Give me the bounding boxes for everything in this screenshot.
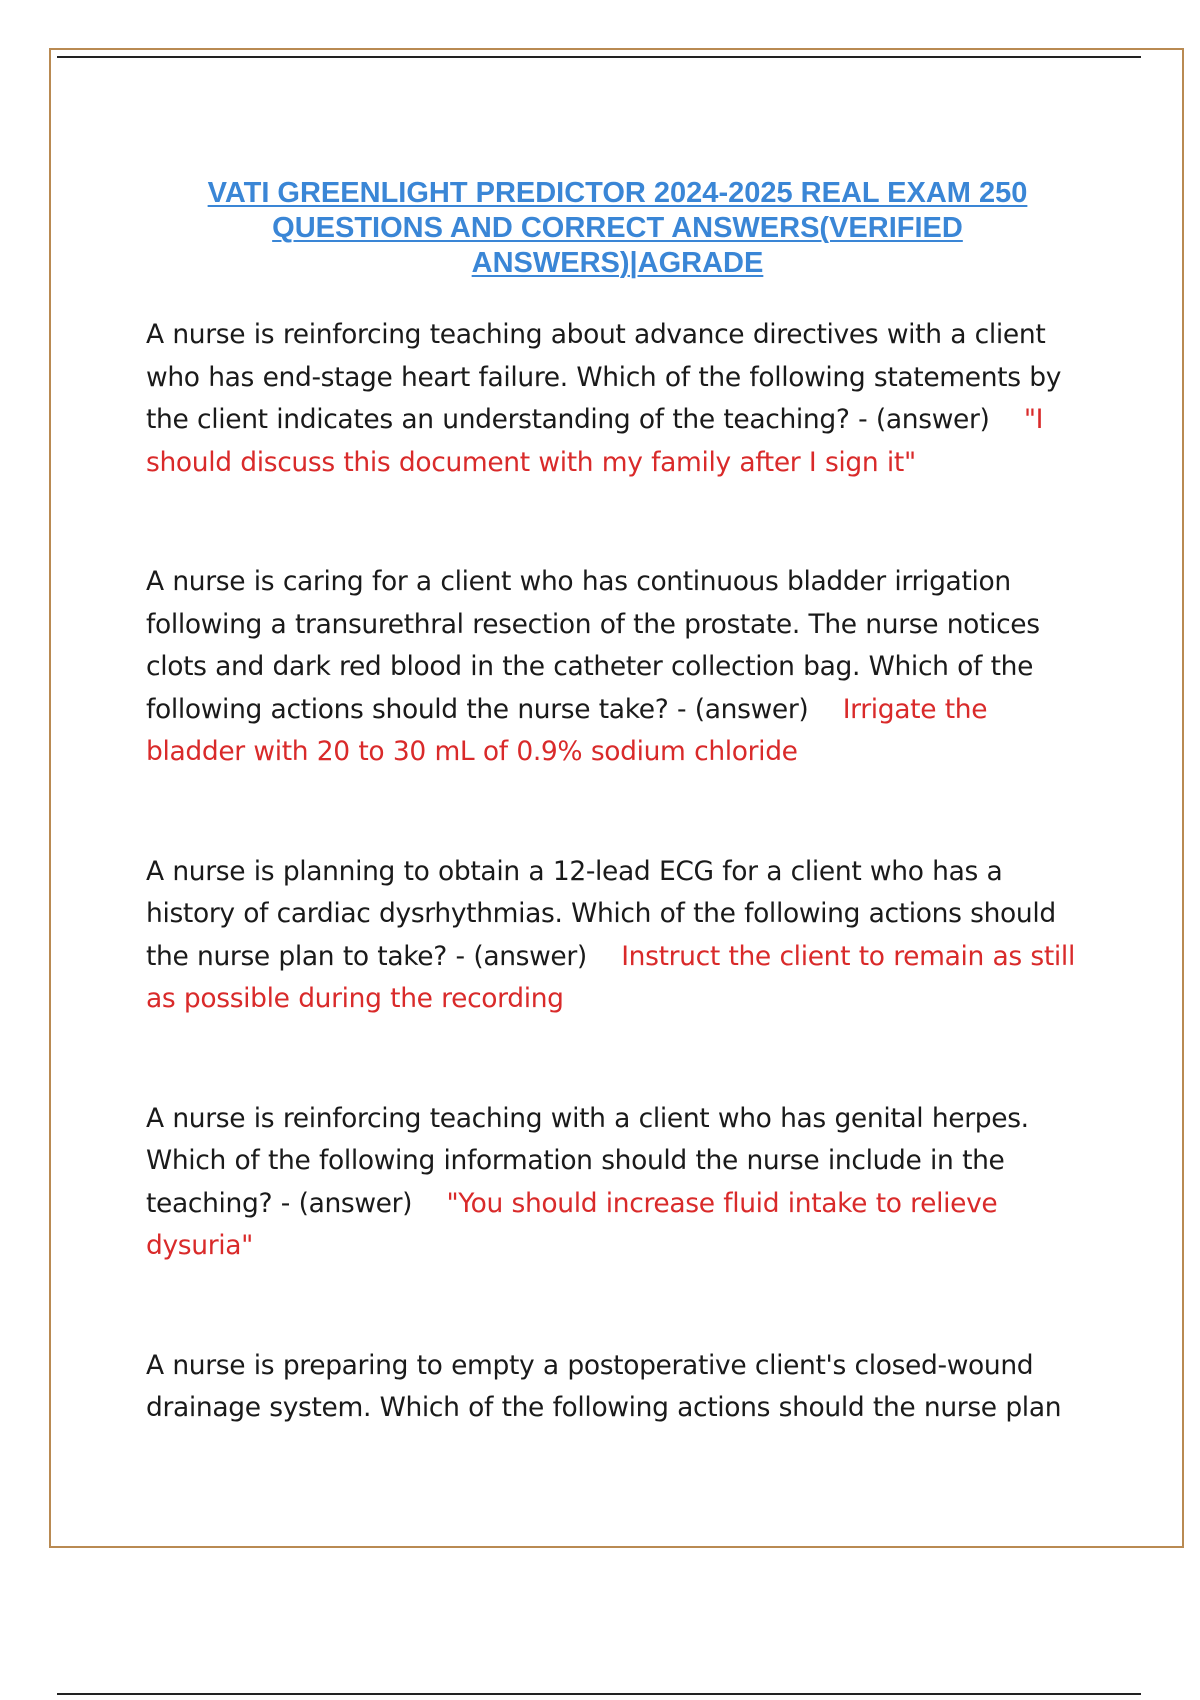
question-list <box>146 314 1086 1507</box>
bottom-divider <box>57 1693 1141 1695</box>
question-item <box>146 314 1086 484</box>
question-text: A nurse is caring for a client who has continuous bladder irrigation following a transurethral resection of the prostate. The nurse notices clots and dark red blood in the catheter collection bag. Which of the following actions should the nurse take? <box>146 566 1040 725</box>
answer-text: "I should discuss this document with my family after I sign it" <box>146 404 1044 478</box>
question-separator: - <box>849 404 876 435</box>
question-item <box>146 851 1086 1021</box>
answer-label: (answer) <box>298 1187 413 1219</box>
answer-label: (answer) <box>694 693 809 725</box>
answer-text: Irrigate the bladder with 20 to 30 mL of 0.9% sodium chloride <box>146 693 988 767</box>
question-item <box>146 561 1086 774</box>
question-item <box>146 1345 1086 1430</box>
question-text: A nurse is preparing to empty a postoperative client's closed-wound drainage system. Which of the following actions should the nurse plan <box>146 1349 1062 1423</box>
answer-label: (answer) <box>875 404 990 435</box>
question-separator: - <box>446 940 474 972</box>
question-separator: - <box>668 693 695 725</box>
answer-label: (answer) <box>473 940 587 972</box>
answer-text: Instruct the client to remain as still as possible during the recording <box>146 940 1075 1014</box>
document-title: VATI GREENLIGHT PREDICTOR 2024-2025 REAL EXAM 250 QUESTIONS AND CORRECT ANSWERS(VERIFIED ANSWERS)|AGRADE <box>207 177 1028 279</box>
question-text: A nurse is planning to obtain a 12-lead ECG for a client who has a history of cardiac dysrhythmias. Which of the following actions should the nurse plan to take? <box>146 855 1056 972</box>
question-text: A nurse is reinforcing teaching with a client who has genital herpes. Which of the following information should the nurse include in the teaching? <box>146 1102 1029 1219</box>
answer-text: "You should increase fluid intake to relieve dysuria" <box>146 1187 998 1261</box>
question-text: A nurse is reinforcing teaching about advance directives with a client who has end-stage heart failure. Which of the following statements by the client indicates an understanding of the teaching? <box>146 319 1062 435</box>
question-item <box>146 1098 1086 1268</box>
question-separator: - <box>272 1187 299 1219</box>
